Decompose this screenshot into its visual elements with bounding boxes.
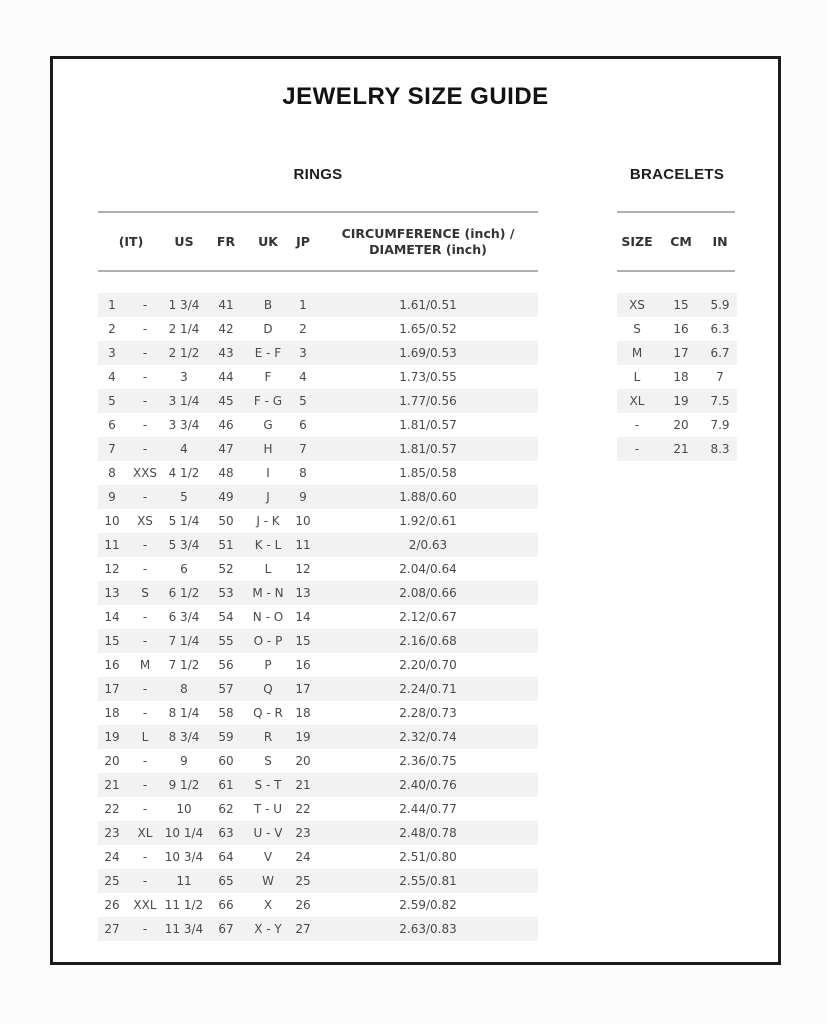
table-cell: 1.69/0.53 (399, 346, 457, 360)
table-cell: S (264, 754, 272, 768)
table-cell: 19 (295, 730, 311, 744)
table-cell: 27 (104, 922, 120, 936)
table-cell: 2/0.63 (408, 538, 448, 552)
table-cell: 16 (104, 658, 120, 672)
table-cell: 11 1/2 (164, 898, 204, 912)
table-cell: - (142, 802, 148, 816)
table-cell: 20 (104, 754, 120, 768)
table-cell: 21 (295, 778, 311, 792)
table-cell: 2.51/0.80 (399, 850, 457, 864)
table-cell: 5 1/4 (168, 514, 200, 528)
rings-column-header-uk: UK (258, 234, 278, 249)
table-cell: S (633, 322, 641, 336)
table-cell: 15 (104, 634, 120, 648)
table-cell: 1.65/0.52 (399, 322, 457, 336)
table-cell: - (142, 418, 148, 432)
table-cell: 10 (295, 514, 311, 528)
table-cell: M - N (252, 586, 284, 600)
table-cell: 2.44/0.77 (399, 802, 457, 816)
table-cell: J - K (256, 514, 280, 528)
table-cell: 64 (218, 850, 234, 864)
size-guide-card (50, 56, 781, 965)
table-cell: L (633, 370, 641, 384)
table-cell: 22 (104, 802, 120, 816)
table-cell: 2.28/0.73 (399, 706, 457, 720)
table-cell: U - V (253, 826, 283, 840)
table-cell: 51 (218, 538, 234, 552)
table-row (98, 869, 538, 893)
page-title: JEWELRY SIZE GUIDE (282, 83, 549, 110)
table-cell: - (142, 850, 148, 864)
table-cell: W (262, 874, 274, 888)
table-cell: 5 (180, 490, 188, 504)
table-cell: 1.77/0.56 (399, 394, 457, 408)
table-cell: X - Y (254, 922, 282, 936)
rings-table-body (98, 293, 538, 941)
table-cell: 2.48/0.78 (399, 826, 457, 840)
table-row (617, 437, 737, 461)
table-cell: 11 (104, 538, 120, 552)
table-cell: 44 (218, 370, 234, 384)
bracelets-table-header (617, 211, 735, 272)
table-cell: 2.55/0.81 (399, 874, 457, 888)
rings-table-header (98, 211, 538, 272)
table-cell: 19 (673, 394, 689, 408)
table-cell: 65 (218, 874, 234, 888)
table-cell: 67 (218, 922, 234, 936)
table-cell: 8 (108, 466, 116, 480)
table-cell: 13 (104, 586, 120, 600)
table-cell: - (634, 418, 640, 432)
table-cell: 2.24/0.71 (399, 682, 457, 696)
table-cell: 10 (104, 514, 120, 528)
table-cell: 2.32/0.74 (399, 730, 457, 744)
bracelets-column-header-cm: CM (670, 234, 692, 249)
table-cell: 17 (673, 346, 689, 360)
table-cell: 8 (299, 466, 307, 480)
table-cell: 10 1/4 (164, 826, 204, 840)
table-cell: 1.88/0.60 (399, 490, 457, 504)
table-cell: - (142, 490, 148, 504)
table-cell: 23 (104, 826, 120, 840)
table-cell: 3 (180, 370, 188, 384)
table-cell: 8 (180, 682, 188, 696)
table-cell: 1.73/0.55 (399, 370, 457, 384)
table-cell: 14 (295, 610, 311, 624)
table-row (98, 581, 538, 605)
table-cell: 1 3/4 (168, 298, 200, 312)
table-cell: 7 (108, 442, 116, 456)
rings-section-heading: RINGS (293, 166, 343, 183)
table-cell: XXL (133, 898, 157, 912)
table-row (98, 341, 538, 365)
table-cell: 12 (104, 562, 120, 576)
table-cell: 1 (108, 298, 116, 312)
table-cell: P (264, 658, 272, 672)
table-cell: 1.61/0.51 (399, 298, 457, 312)
table-cell: 47 (218, 442, 234, 456)
table-cell: 5 (108, 394, 116, 408)
table-cell: - (142, 922, 148, 936)
table-cell: 6 3/4 (168, 610, 200, 624)
table-cell: 1.85/0.58 (399, 466, 457, 480)
table-cell: 2 (108, 322, 116, 336)
rings-column-header-fr: FR (216, 234, 236, 249)
table-cell: 2 1/4 (168, 322, 200, 336)
table-cell: K - L (254, 538, 282, 552)
table-cell: 53 (218, 586, 234, 600)
table-cell: B (263, 298, 273, 312)
table-cell: 20 (673, 418, 689, 432)
table-cell: 3 (108, 346, 116, 360)
table-cell: 55 (218, 634, 234, 648)
table-row (98, 749, 538, 773)
table-cell: Q - R (253, 706, 283, 720)
table-cell: 15 (673, 298, 689, 312)
table-cell: 21 (104, 778, 120, 792)
table-cell: S (141, 586, 149, 600)
table-cell: 2.16/0.68 (399, 634, 457, 648)
table-cell: 43 (218, 346, 234, 360)
table-cell: 61 (218, 778, 234, 792)
table-row (98, 437, 538, 461)
table-cell: 6.7 (710, 346, 730, 360)
table-cell: 56 (218, 658, 234, 672)
table-cell: 2.20/0.70 (399, 658, 457, 672)
table-cell: - (142, 682, 148, 696)
circumference-header-line2: DIAMETER (inch) (369, 241, 487, 257)
table-cell: 5 (299, 394, 307, 408)
table-cell: 23 (295, 826, 311, 840)
table-cell: - (142, 562, 148, 576)
table-cell: XS (137, 514, 153, 528)
table-row (98, 821, 538, 845)
table-cell: XXS (132, 466, 158, 480)
bracelets-table-body (617, 293, 737, 461)
table-cell: - (142, 298, 148, 312)
table-cell: 3 (299, 346, 307, 360)
rings-column-header-us: US (174, 234, 194, 249)
table-cell: 18 (295, 706, 311, 720)
table-cell: XL (629, 394, 645, 408)
table-cell: 10 (176, 802, 192, 816)
table-cell: 8 1/4 (168, 706, 200, 720)
table-cell: 12 (295, 562, 311, 576)
table-cell: 11 3/4 (164, 922, 204, 936)
table-cell: - (142, 778, 148, 792)
table-row (98, 605, 538, 629)
table-cell: S - T (254, 778, 282, 792)
table-row (617, 293, 737, 317)
circumference-header-line1: CIRCUMFERENCE (inch) / (341, 225, 515, 241)
table-row (98, 893, 538, 917)
table-cell: 1.81/0.57 (399, 418, 457, 432)
table-cell: L (141, 730, 149, 744)
table-row (617, 389, 737, 413)
table-row (617, 365, 737, 389)
table-cell: 49 (218, 490, 234, 504)
table-cell: R (263, 730, 273, 744)
table-row (617, 341, 737, 365)
table-cell: 11 (176, 874, 192, 888)
table-cell: 25 (104, 874, 120, 888)
table-cell: 5.9 (710, 298, 730, 312)
table-cell: 7.9 (710, 418, 730, 432)
table-cell: - (142, 394, 148, 408)
table-cell: 6 (299, 418, 307, 432)
table-cell: 3 3/4 (168, 418, 200, 432)
table-cell: Q (263, 682, 273, 696)
table-row (98, 413, 538, 437)
table-cell: 7 (716, 370, 724, 384)
table-cell: 16 (673, 322, 689, 336)
table-cell: F (264, 370, 272, 384)
table-cell: - (634, 442, 640, 456)
table-cell: E - F (254, 346, 282, 360)
table-cell: 7 1/4 (168, 634, 200, 648)
table-cell: O - P (253, 634, 283, 648)
table-cell: XS (629, 298, 645, 312)
table-row (98, 293, 538, 317)
table-cell: 1.92/0.61 (399, 514, 457, 528)
table-cell: 11 (295, 538, 311, 552)
table-cell: 6 (180, 562, 188, 576)
table-row (98, 317, 538, 341)
table-cell: 42 (218, 322, 234, 336)
table-cell: I (266, 466, 270, 480)
table-cell: 27 (295, 922, 311, 936)
table-cell: 52 (218, 562, 234, 576)
table-cell: 24 (295, 850, 311, 864)
table-cell: 58 (218, 706, 234, 720)
table-cell: 2.36/0.75 (399, 754, 457, 768)
table-cell: 4 (108, 370, 116, 384)
table-cell: 60 (218, 754, 234, 768)
table-cell: 2.12/0.67 (399, 610, 457, 624)
table-cell: T - U (253, 802, 283, 816)
table-cell: 15 (295, 634, 311, 648)
table-cell: 50 (218, 514, 234, 528)
table-cell: 9 1/2 (168, 778, 200, 792)
table-cell: 21 (673, 442, 689, 456)
table-row (98, 461, 538, 485)
table-row (98, 725, 538, 749)
table-cell: 57 (218, 682, 234, 696)
table-cell: 26 (104, 898, 120, 912)
table-cell: 7.5 (710, 394, 730, 408)
table-row (98, 773, 538, 797)
table-cell: 7 1/2 (168, 658, 200, 672)
table-cell: 46 (218, 418, 234, 432)
table-cell: 4 (180, 442, 188, 456)
table-row (98, 677, 538, 701)
table-cell: 4 (299, 370, 307, 384)
table-row (98, 845, 538, 869)
rings-column-header-it: (IT) (118, 234, 144, 249)
table-row (98, 701, 538, 725)
table-cell: M (139, 658, 151, 672)
table-cell: 4 1/2 (168, 466, 200, 480)
table-cell: 8.3 (710, 442, 730, 456)
table-cell: 9 (299, 490, 307, 504)
table-cell: 5 3/4 (168, 538, 200, 552)
table-cell: - (142, 874, 148, 888)
bracelets-section-heading: BRACELETS (629, 166, 725, 183)
table-row (98, 485, 538, 509)
table-row (98, 917, 538, 941)
table-cell: 2.08/0.66 (399, 586, 457, 600)
table-row (98, 557, 538, 581)
table-cell: 25 (295, 874, 311, 888)
table-row (617, 413, 737, 437)
table-cell: 7 (299, 442, 307, 456)
table-cell: 45 (218, 394, 234, 408)
table-row (98, 653, 538, 677)
table-cell: 17 (295, 682, 311, 696)
table-cell: 1.81/0.57 (399, 442, 457, 456)
bracelets-column-header-size: SIZE (621, 234, 653, 249)
table-row (98, 365, 538, 389)
table-cell: 19 (104, 730, 120, 744)
table-cell: 26 (295, 898, 311, 912)
table-cell: 22 (295, 802, 311, 816)
table-row (98, 533, 538, 557)
table-cell: 9 (108, 490, 116, 504)
table-row (98, 629, 538, 653)
table-cell: F - G (253, 394, 283, 408)
table-cell: 62 (218, 802, 234, 816)
table-row (98, 509, 538, 533)
table-cell: - (142, 610, 148, 624)
table-cell: L (264, 562, 272, 576)
table-cell: 17 (104, 682, 120, 696)
table-cell: 16 (295, 658, 311, 672)
table-cell: V (263, 850, 273, 864)
table-cell: - (142, 538, 148, 552)
bracelets-column-header-in: IN (712, 234, 728, 249)
table-cell: H (263, 442, 273, 456)
table-cell: N - O (252, 610, 284, 624)
table-cell: 66 (218, 898, 234, 912)
table-cell: 54 (218, 610, 234, 624)
table-cell: 18 (673, 370, 689, 384)
table-cell: 1 (299, 298, 307, 312)
table-cell: 18 (104, 706, 120, 720)
table-cell: 6 1/2 (168, 586, 200, 600)
table-cell: 14 (104, 610, 120, 624)
table-cell: 2 (299, 322, 307, 336)
table-row (98, 389, 538, 413)
table-cell: 41 (218, 298, 234, 312)
table-cell: G (263, 418, 273, 432)
table-cell: 59 (218, 730, 234, 744)
table-cell: 2.63/0.83 (399, 922, 457, 936)
table-cell: X (263, 898, 273, 912)
table-cell: D (263, 322, 273, 336)
table-row (617, 317, 737, 341)
table-cell: J (266, 490, 270, 504)
table-cell: - (142, 370, 148, 384)
table-cell: 10 3/4 (164, 850, 204, 864)
table-cell: 63 (218, 826, 234, 840)
rings-column-header-circumference (318, 226, 538, 258)
table-cell: 20 (295, 754, 311, 768)
table-cell: - (142, 346, 148, 360)
table-cell: 13 (295, 586, 311, 600)
table-row (98, 797, 538, 821)
table-cell: 9 (180, 754, 188, 768)
table-cell: - (142, 322, 148, 336)
table-cell: 2.59/0.82 (399, 898, 457, 912)
table-cell: 24 (104, 850, 120, 864)
table-cell: - (142, 754, 148, 768)
table-cell: 3 1/4 (168, 394, 200, 408)
rings-column-header-jp: JP (296, 234, 310, 249)
table-cell: - (142, 442, 148, 456)
table-cell: 8 3/4 (168, 730, 200, 744)
table-cell: 2 1/2 (168, 346, 200, 360)
table-cell: XL (137, 826, 153, 840)
table-cell: - (142, 706, 148, 720)
table-cell: 2.40/0.76 (399, 778, 457, 792)
table-cell: - (142, 634, 148, 648)
table-cell: 48 (218, 466, 234, 480)
table-cell: 6.3 (710, 322, 730, 336)
table-cell: 6 (108, 418, 116, 432)
table-cell: M (631, 346, 643, 360)
table-cell: 2.04/0.64 (399, 562, 457, 576)
